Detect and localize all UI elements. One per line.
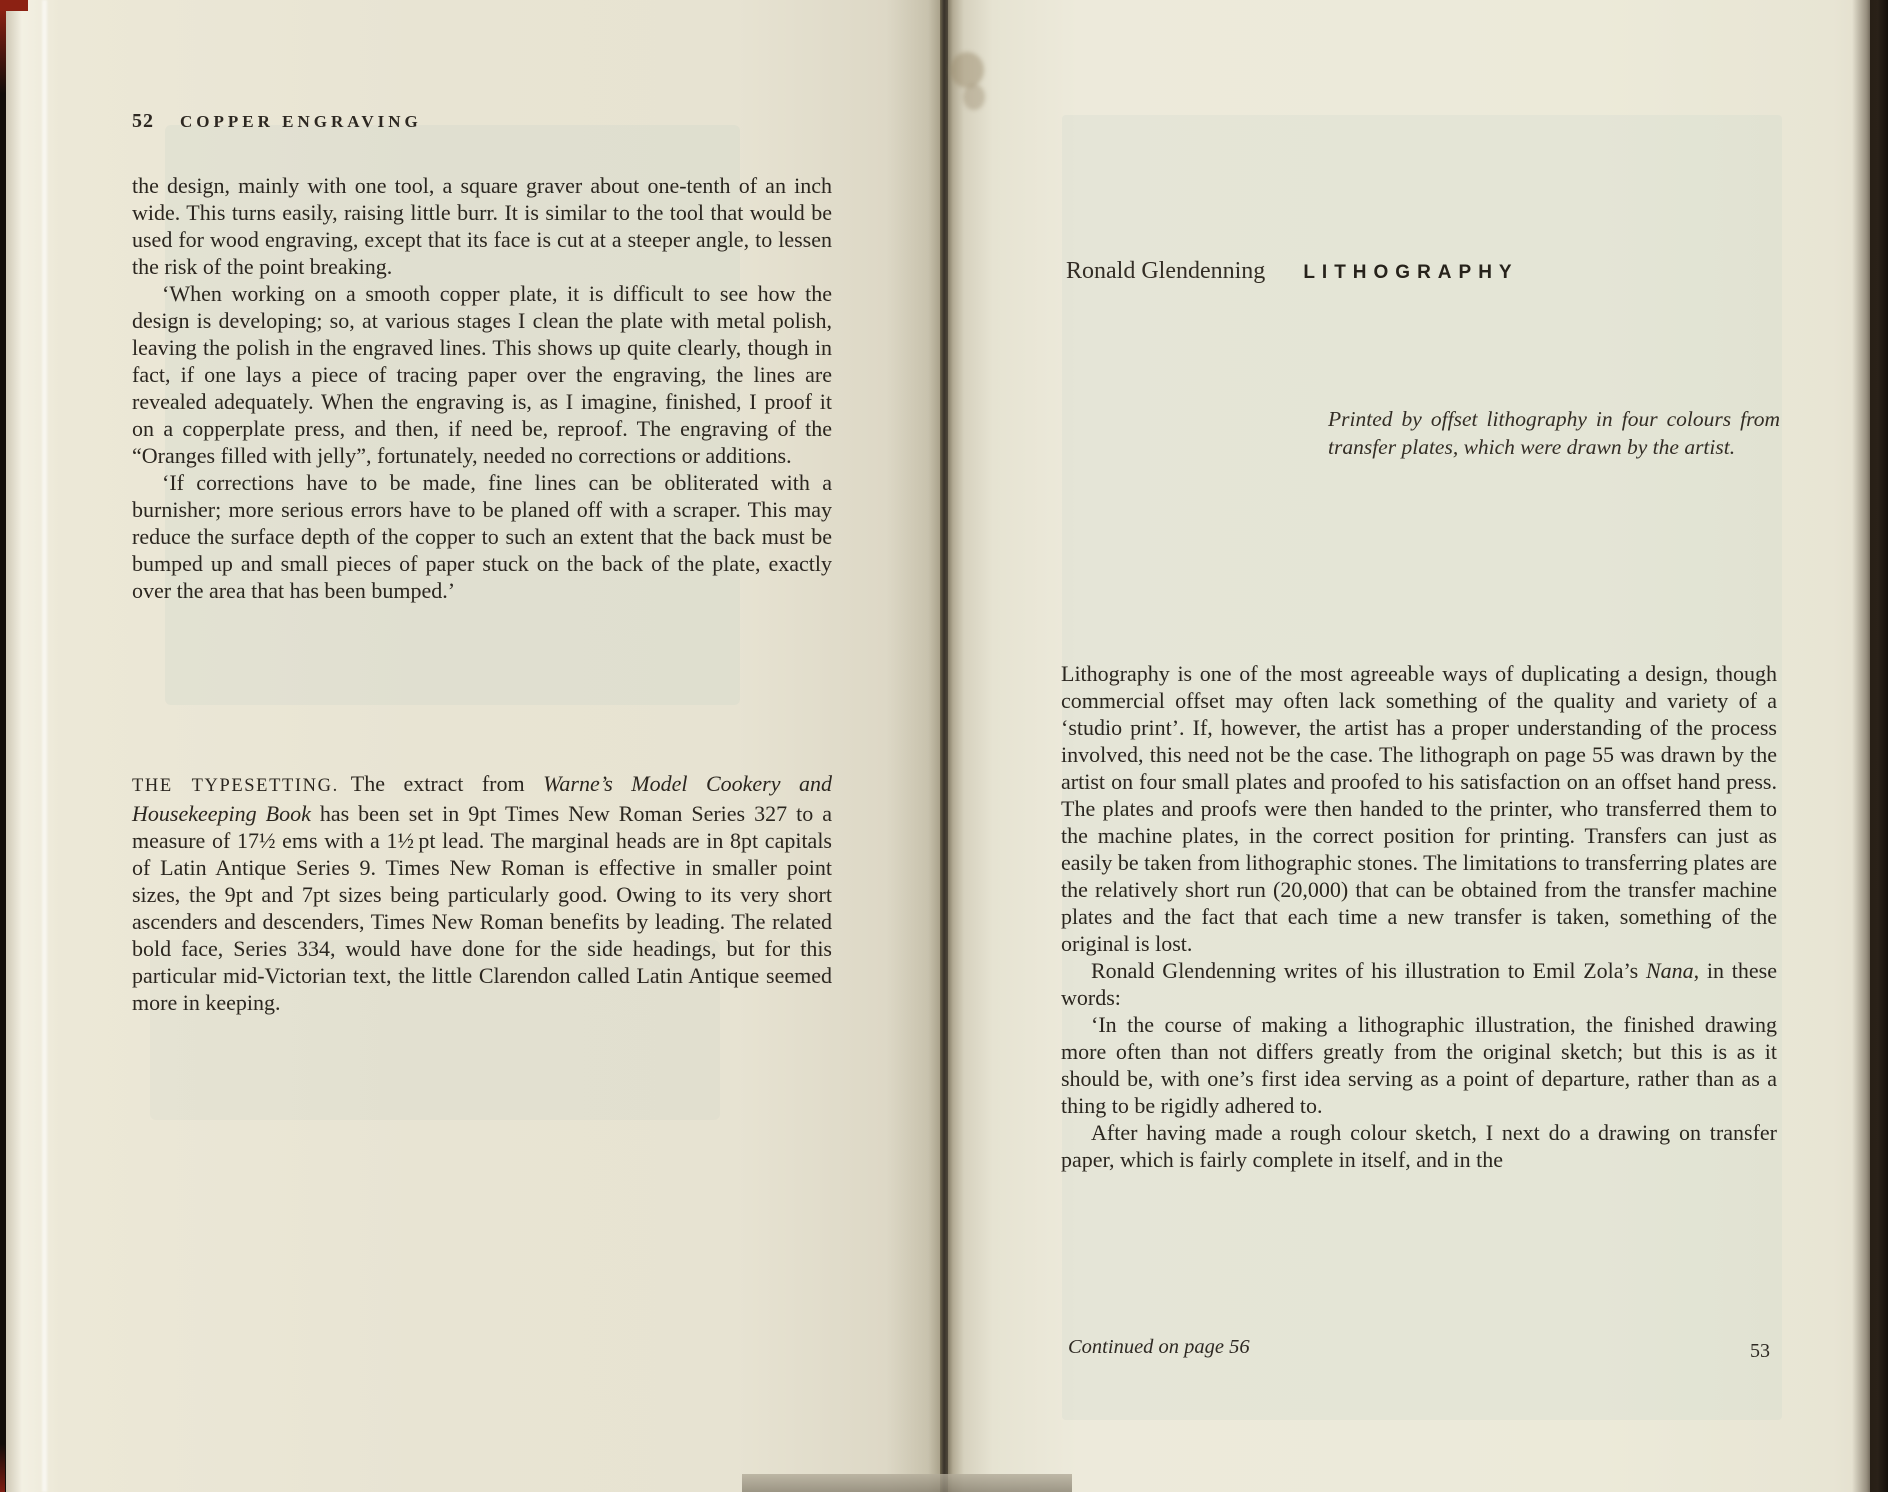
paragraph: the design, mainly with one tool, a square graver about one-tenth of an inch wide. This turns easily, raising little burr. It is similar to the tool that would be used for wood engraving, except that its face is cut at a steeper angle, to lessen the risk of the point breaking.	[132, 173, 832, 279]
paragraph: ‘In the course of making a lithographic illustration, the finished drawing more often than not differs greatly from the original sketch; but this is as it should be, with one’s first idea serving as a point of departure, rather than as a thing to be rigidly adhered to.	[1061, 1012, 1777, 1118]
author-name: Ronald Glendenning	[1066, 258, 1266, 284]
running-head-title: COPPER ENGRAVING	[180, 112, 422, 131]
corner-mark	[0, 8, 6, 94]
left-page-number: 52	[132, 110, 154, 132]
paragraph: Ronald Glendenning writes of his illustration to Emil Zola’s Nana, in these words:	[1061, 958, 1777, 1010]
paragraph: Lithography is one of the most agreeable ways of duplicating a design, though commercial offset may often lack something of the quality and variety of a ‘studio print’. If, however, the artist has a proper understanding of the process involved, this need not be the case. The lithograph on page 55 was drawn by the artist on four small plates and proofed to his satisfaction on an offset hand press. The plates and proofs were then handed to the printer, who transferred them to the machine plates, in the correct position for printing. Transfers can just as easily be taken from lithographic stones. The limitations to transferring plates are the relatively short run (20,000) that can be obtained from the transfer machine plates and the fact that each time a new transfer is taken, something of the original is lost.	[1061, 661, 1777, 956]
page-edge-highlight	[42, 0, 47, 1492]
typesetting-paragraph: THE TYPESETTING. The extract from Warne’s Model Cookery and Housekeeping Book has been set in 9pt Times New Roman Series 327 to a measure of 17½ ems with a 1½ pt lead. The marginal heads are in 8pt capitals of Latin Antique Series 9. Times New Roman is effective in smaller point sizes, the 9pt and 7pt sizes being particularly good. Owing to its very short ascenders and descenders, Times New Roman benefits by leading. The related bold face, Series 334, would have done for the side headings, but for this particular mid-Victorian text, the little Clarendon called Latin Antique seemed more in keeping.	[132, 771, 832, 1015]
running-head	[132, 110, 422, 133]
paragraph: ‘When working on a smooth copper plate, it is difficult to see how the design is developing; so, at various stages I clean the plate with metal polish, leaving the polish in the engraved lines. This shows up quite clearly, though in fact, if one lays a piece of tracing paper over the engraving, the lines are revealed adequately. When the engraving is, as I imagine, finished, I proof it on a copperplate press, and then, if need be, reproof. The engraving of the “Oranges filled with jelly”, fortunately, needed no corrections or additions.	[132, 281, 832, 468]
right-page-number: 53	[1750, 1340, 1770, 1362]
paragraph: ‘If corrections have to be made, fine lines can be obliterated with a burnisher; more serious errors have to be planed off with a scraper. This may reduce the surface depth of the copper to such an extent that the back must be bumped up and small pieces of paper stuck on the back of the plate, exactly over the area that has been bumped.’	[132, 470, 832, 603]
chapter-title: LITHOGRAPHY	[1303, 262, 1519, 283]
book-edge-shadow	[1852, 0, 1888, 1492]
chapter-heading	[1066, 258, 1519, 285]
page-block-edge	[742, 1474, 1072, 1492]
paragraph: After having made a rough colour sketch, I next do a drawing on transfer paper, which is fairly complete in itself, and in the	[1061, 1120, 1777, 1172]
right-page-content	[948, 0, 1870, 1492]
corner-mark	[0, 1444, 5, 1492]
left-text-column	[132, 172, 832, 1016]
continued-note: Continued on page 56	[1068, 1336, 1250, 1358]
right-text-column	[1061, 660, 1777, 1173]
print-method-caption: Printed by offset lithography in four colours from transfer plates, which were drawn by the artist.	[1328, 407, 1780, 459]
